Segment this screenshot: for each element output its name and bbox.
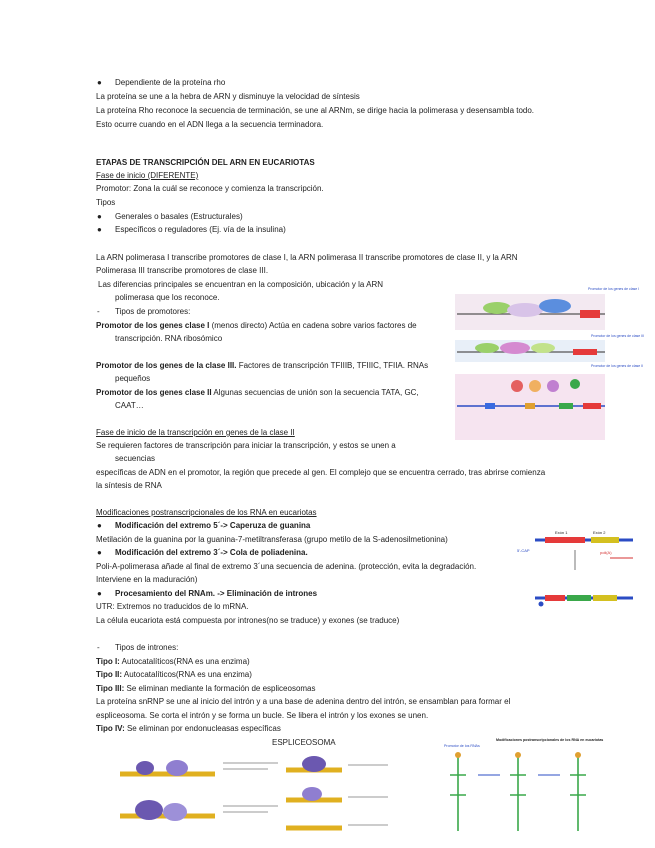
clase3-line-2: pequeños	[115, 374, 151, 383]
clase1-line-2: transcripción. RNA ribosómico	[115, 334, 223, 343]
polya-label: poli(A)	[600, 550, 612, 555]
fase-clase2: Fase de inicio de la transcripción en genes de la clase II	[96, 428, 295, 437]
cap-label: 5'-CAP	[517, 548, 530, 553]
bullet-dot: ●	[97, 225, 102, 234]
req-line-3: específicas de ADN en el promotor, la región que precede al gen. El complejo que se encuentra cerrado, tras abrirse comienza	[96, 468, 546, 477]
rho-line-3: Esto ocurre cuando en el ADN llega a la secuencia terminadora.	[96, 120, 324, 129]
mod2-text-2: Interviene en la maduración)	[96, 575, 198, 584]
prom-c3-label: Promotor de los genes de clase III	[591, 334, 645, 338]
bullet-dot: ●	[97, 212, 102, 221]
pol-line-2: Polimerasa III transcribe promotores de clase III.	[96, 266, 269, 275]
dif-line-1: Las diferencias principales se encuentran en la composición, ubicación y la ARN	[98, 280, 384, 289]
tipo1-line: Tipo I: Autocatalíticos(RNA es una enzima)	[96, 657, 250, 666]
req-line-1: Se requieren factores de transcripción para iniciar la transcripción, y estos se unen a	[96, 441, 396, 450]
mods-figure	[428, 735, 610, 841]
snrnp-line-1: La proteína snRNP se une al inicio del intrón y a una base de adenina dentro del intrón, se ensamblan para formar el	[96, 697, 511, 706]
dash-bullet: -	[97, 307, 100, 316]
rho-bullet: Dependiente de la proteína rho	[115, 78, 226, 87]
mod2-title: Modificación del extremo 3´-> Cola de poliadenina.	[115, 548, 308, 557]
clase1-paragraph: Promotor de los genes clase I (menos directo) Actúa en cadena sobre varios factores de	[96, 321, 417, 330]
bullet-dot: ●	[97, 78, 102, 87]
clase2-line-2: CAAT…	[115, 401, 144, 410]
req-line-2: secuencias	[115, 454, 156, 463]
rho-line-2: La proteína Rho reconoce la secuencia de terminación, se une al ARNm, se dirige hacia la polimerasa y desensambla todo.	[96, 106, 535, 115]
fase-inicio: Fase de inicio (DIFERENTE)	[96, 171, 199, 180]
section-heading: ETAPAS DE TRANSCRIPCIÓN DEL ARN EN EUCARIOTAS	[96, 158, 315, 167]
mod1-text: Metilación de la guanina por la guanina-7-metiltransferasa (grupo metilo de la S-adenosilmetionina)	[96, 535, 448, 544]
spliceosome-figure-2	[282, 750, 392, 840]
mod2-text-1: Poli-A-polimerasa añade al final de extremo 3´una secuencia de adenina. (protección, evita la degradación.	[96, 562, 477, 571]
prom-c2-label: Promotor de los genes de clase II	[591, 364, 644, 368]
bullet-dot: ●	[97, 548, 102, 557]
tipo-item-2: Específicos o reguladores (Ej. vía de la insulina)	[115, 225, 286, 234]
rho-line-1: La proteína se une a la hebra de ARN y disminuye la velocidad de síntesis	[96, 92, 360, 101]
mod1-title: Modificación del extremo 5´-> Caperuza de guanina	[115, 521, 311, 530]
tipos-promotores: Tipos de promotores:	[115, 307, 191, 316]
tipo2-line: Tipo II: Autocatalíticos(RNA es una enzima)	[96, 670, 252, 679]
tipo4-line: Tipo IV: Se eliminan por endonucleasas específicas	[96, 724, 281, 733]
mods-fig-left: Promotor de los RNAs	[444, 744, 480, 748]
clase2-paragraph: Promotor de los genes clase II Algunas secuencias de unión son la secuencia TATA, GC,	[96, 388, 419, 397]
spliceosome-figure-1	[115, 750, 283, 842]
mod3-title: Procesamiento del RNAm. -> Eliminación de intrones	[115, 589, 318, 598]
bullet-dot: ●	[97, 521, 102, 530]
snrnp-line-2: espliceosoma. Se corta el intrón y se forma un bucle. Se libera el intrón y los exones se unen.	[96, 711, 429, 720]
tipo3-line: Tipo III: Se eliminan mediante la formación de espliceosomas	[96, 684, 316, 693]
exon1-label: Exón 1	[555, 530, 568, 535]
prom-c1-label: Promotor de los genes de clase I	[588, 287, 640, 291]
cap-polya-figure	[515, 528, 635, 620]
dash-bullet: -	[97, 643, 100, 652]
bullet-dot: ●	[97, 589, 102, 598]
celula-line: La célula eucariota está compuesta por intrones(no se traduce) y exones (se traduce)	[96, 616, 400, 625]
espliceosoma-caption: ESPLICEOSOMA	[272, 738, 336, 747]
promoter-classes-figure	[455, 282, 645, 442]
utr-line: UTR: Extremos no traducidos de lo mRNA.	[96, 602, 249, 611]
exon2-label: Exón 2	[593, 530, 606, 535]
tipos-intrones: Tipos de intrones:	[115, 643, 179, 652]
mods-heading: Modificaciones postranscripcionales de los RNA en eucariotas	[96, 508, 317, 517]
clase3-paragraph: Promotor de los genes de la clase III. Factores de transcripción TFIIIB, TFIIIC, TFIIA. RNAs	[96, 361, 429, 370]
pol-line-1: La ARN polimerasa I transcribe promotores de clase I, la ARN polimerasa II transcribe promotores de clase II, y la ARN	[96, 253, 518, 262]
tipos-label: Tipos	[96, 198, 116, 207]
req-line-4: la síntesis de RNA	[96, 481, 162, 490]
dif-line-2: polimerasa que los reconoce.	[115, 293, 220, 302]
tipo-item-1: Generales o basales (Estructurales)	[115, 212, 243, 221]
mods-fig-title: Modificaciones postranscripcionales de los RNA en eucariotas	[496, 738, 604, 742]
promotor-def: Promotor: Zona la cuál se reconoce y comienza la transcripción.	[96, 184, 324, 193]
